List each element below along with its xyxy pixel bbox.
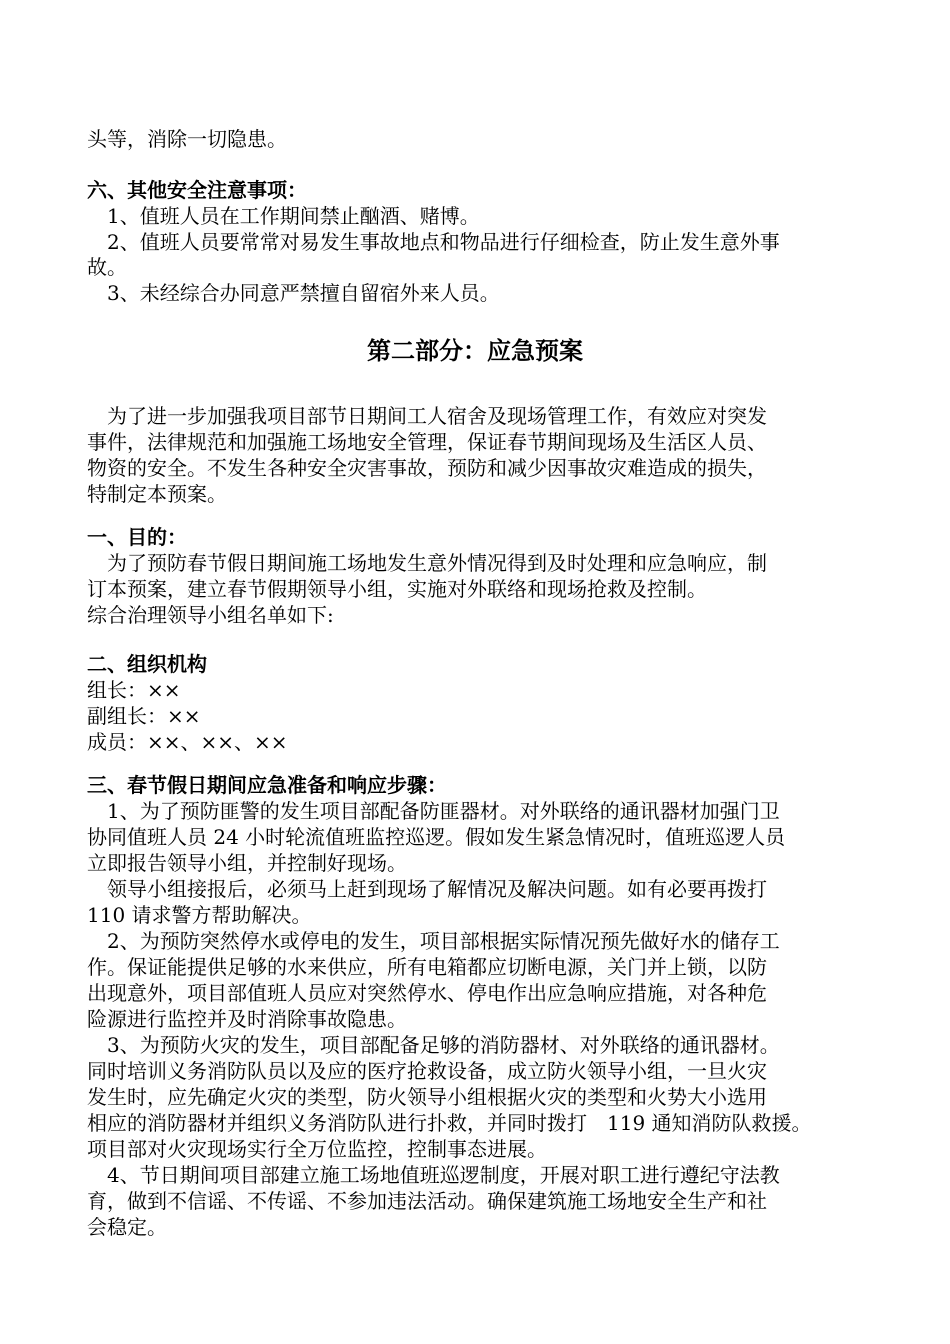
text-line: 育，做到不信谣、不传谣、不参加违法活动。确保建筑施工场地安全生产和社 (87, 1189, 767, 1213)
text-line: 事件，法律规范和加强施工场地安全管理，保证春节期间现场及生活区人员、 (87, 430, 767, 454)
text-line: 领导小组接报后，必须马上赶到现场了解情况及解决问题。如有必要再拨打 (107, 877, 767, 901)
text-line: 相应的消防器材并组织义务消防队进行扑救，并同时拨打 119 通知消防队救援。 (87, 1111, 812, 1135)
text-line: 2、值班人员要常常对易发生事故地点和物品进行仔细检查，防止发生意外事 (107, 230, 780, 254)
text-line: 出现意外，项目部值班人员应对突然停水、停电作出应急响应措施，对各种危 (87, 981, 767, 1005)
text-line: 成员：××、××、×× (87, 730, 288, 754)
text-line: 1、为了预防匪警的发生项目部配备防匪器材。对外联络的通讯器材加强门卫 (107, 799, 780, 823)
text-line: 险源进行监控并及时消除事故隐患。 (87, 1007, 407, 1031)
text-line: 为了预防春节假日期间施工场地发生意外情况得到及时处理和应急响应，制 (107, 551, 767, 575)
text-line: 副组长：×× (87, 704, 201, 728)
text-line: 特制定本预案。 (87, 482, 227, 506)
text-line: 协同值班人员 24 小时轮流值班监控巡逻。假如发生紧急情况时，值班巡逻人员 (87, 825, 786, 849)
text-line: 为了进一步加强我项目部节日期间工人宿舍及现场管理工作，有效应对突发 (107, 404, 767, 428)
text-line: 组长：×× (87, 678, 181, 702)
text-line: 发生时，应先确定火灾的类型，防火领导小组根据火灾的类型和火势大小选用 (87, 1085, 767, 1109)
section-heading: 一、目的： (87, 525, 187, 549)
text-line: 项目部对火灾现场实行全万位监控，控制事态进展。 (87, 1137, 547, 1161)
text-line: 会稳定。 (87, 1215, 167, 1239)
text-line: 4、节日期间项目部建立施工场地值班巡逻制度，开展对职工进行遵纪守法教 (107, 1163, 780, 1187)
section-heading: 三、春节假日期间应急准备和响应步骤： (87, 773, 447, 797)
text-line: 综合治理领导小组名单如下: (87, 603, 334, 627)
section-heading: 二、组织机构 (87, 652, 207, 676)
text-line: 同时培训义务消防队员以及应的医疗抢救设备，成立防火领导小组，一旦火灾 (87, 1059, 767, 1083)
text-line: 3、为预防火灾的发生，项目部配备足够的消防器材、对外联络的通讯器材。 (107, 1033, 780, 1057)
text-line: 头等，消除一切隐患。 (87, 127, 287, 151)
text-line: 1、值班人员在工作期间禁止酗酒、赌博。 (107, 204, 480, 228)
text-line: 2、为预防突然停水或停电的发生，项目部根据实际情况预先做好水的储存工 (107, 929, 780, 953)
text-line: 物资的安全。不发生各种安全灾害事故，预防和减少因事故灾难造成的损失， (87, 456, 767, 480)
part-title: 第二部分：应急预案 (367, 337, 583, 365)
section-heading: 六、其他安全注意事项： (87, 178, 307, 202)
text-line: 作。保证能提供足够的水来供应，所有电箱都应切断电源，关门并上锁，以防 (87, 955, 767, 979)
text-line: 3、未经综合办同意严禁擅自留宿外来人员。 (107, 281, 500, 305)
text-line: 故。 (87, 255, 127, 279)
text-line: 订本预案，建立春节假期领导小组，实施对外联络和现场抢救及控制。 (87, 577, 707, 601)
text-line: 110 请求警方帮助解决。 (87, 903, 312, 927)
text-line: 立即报告领导小组，并控制好现场。 (87, 851, 407, 875)
